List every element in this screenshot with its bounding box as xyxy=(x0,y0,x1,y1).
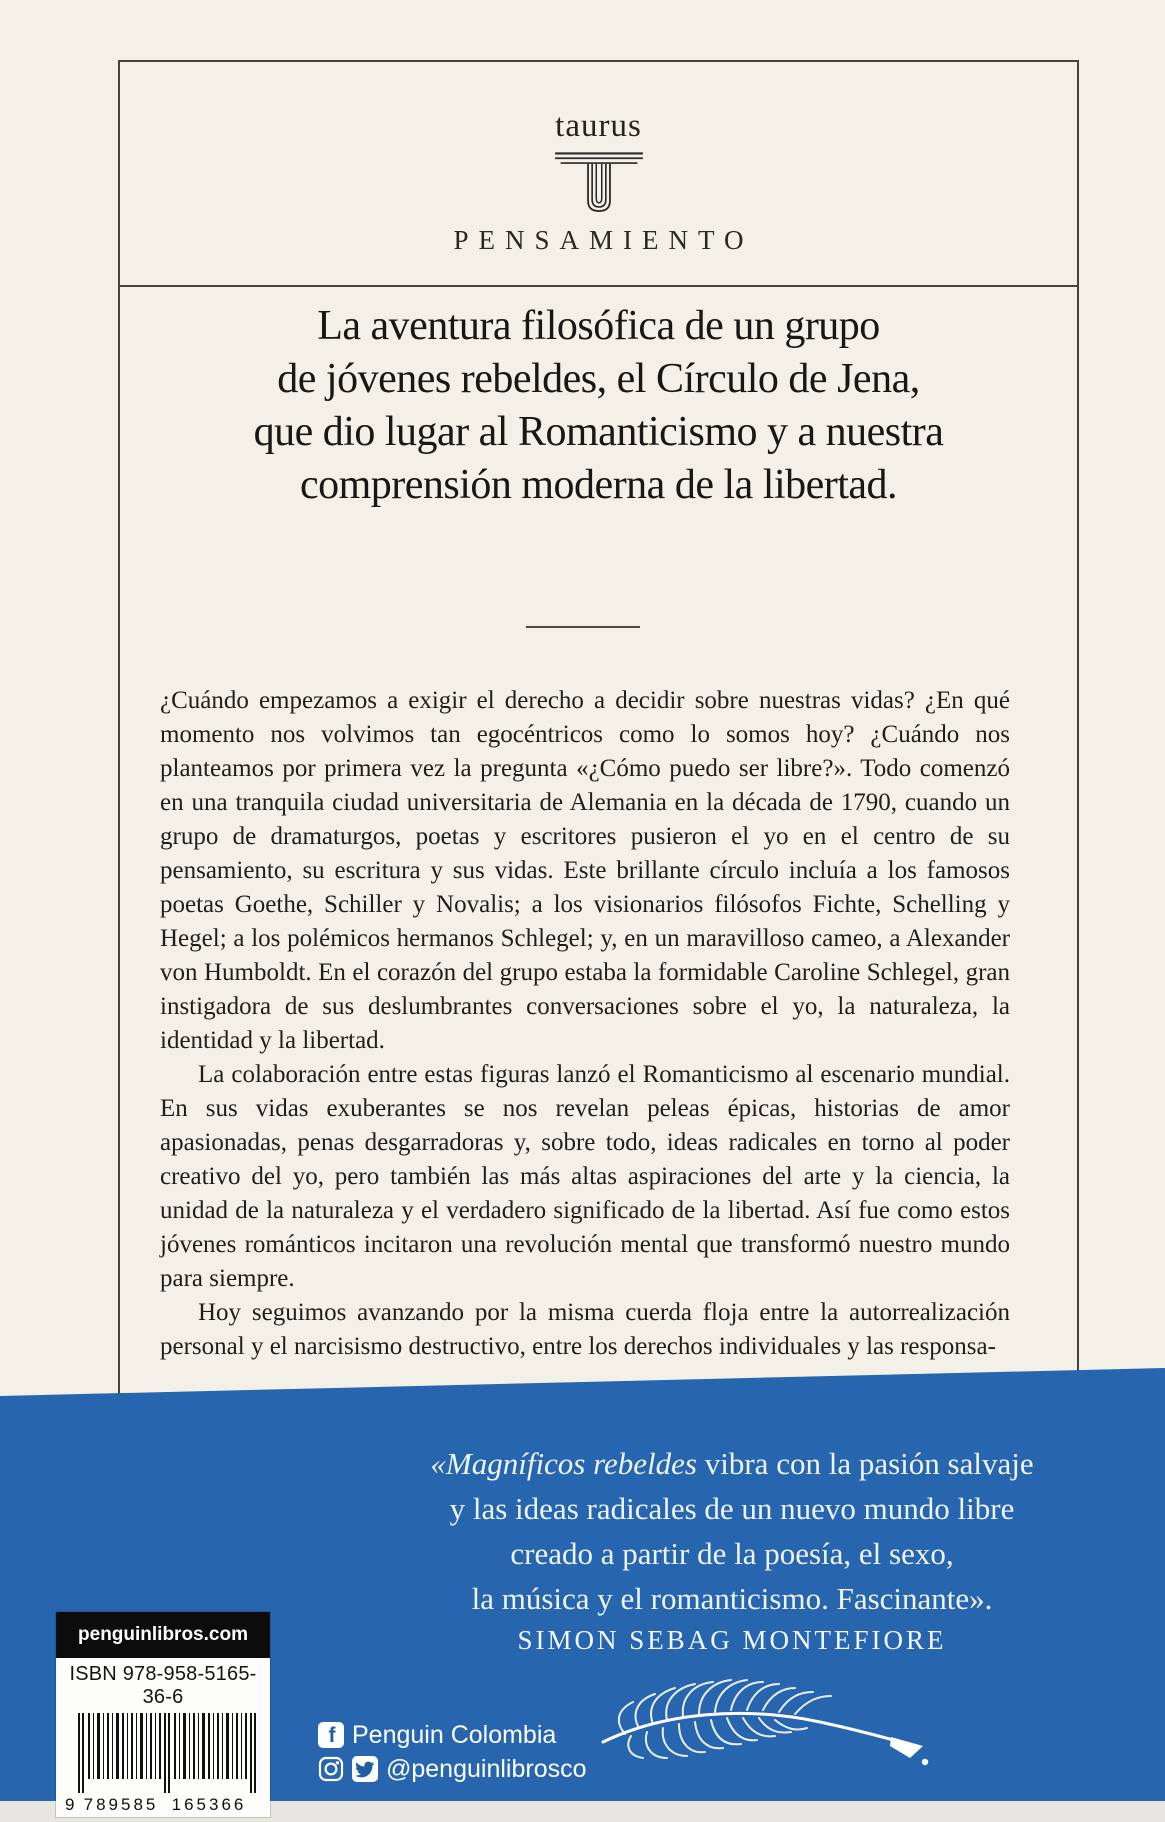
publisher-website: penguinlibros.com xyxy=(56,1612,270,1658)
barcode-digit-group: 165366 xyxy=(171,1795,247,1814)
isbn-barcode-block xyxy=(56,1612,270,1817)
synopsis-paragraph: ¿Cuándo empezamos a exigir el derecho a decidir sobre nuestras vidas? ¿En qué momento nos volvimos tan egocéntricos como lo somos hoy? ¿Cuándo nos planteamos por primera vez la pregunta «¿Cómo puedo ser libre?». Todo comenzó en una tranquila ciudad universitaria de Alemania en la década de 1790, cuando un grupo de dramaturgos, poetas y escritores pusieron el yo en el centro de su pensamiento, su escritura y sus vidas. Este brillante círculo incluía a los famosos poetas Goethe, Schiller y Novalis; a los visionarios filósofos Fichte, Schelling y Hegel; a los polémicos hermanos Schlegel; y, en un maravilloso cameo, a Alexander von Humboldt. En el corazón del grupo estaba la formidable Caroline Schlegel, gran instigadora de sus deslumbrantes conversaciones sobre el yo, la naturaleza, la identidad y la libertad. xyxy=(160,687,1010,1054)
synopsis-text xyxy=(160,684,1010,1384)
review-attribution: SIMON SEBAG MONTEFIORE xyxy=(517,1625,947,1655)
social-handle: @penguinlibrosco xyxy=(386,1755,587,1783)
synopsis-paragraph: Hoy seguimos avanzando por la misma cuerda floja entre la autorrealización personal y el narcisismo destructivo, entre los derechos individuales y las responsa- xyxy=(160,1299,1010,1360)
headline-line: comprensión moderna de la libertad. xyxy=(299,462,898,508)
social-links xyxy=(318,1720,587,1788)
headline-line: de jóvenes rebeldes, el Círculo de Jena, xyxy=(277,356,920,402)
instagram-icon xyxy=(318,1756,344,1782)
review-quote xyxy=(372,1441,1092,1621)
publisher-logotype: taurus xyxy=(555,108,642,144)
collection-name: PENSAMIENTO xyxy=(453,225,754,255)
quote-line: y las ideas radicales de un nuevo mundo libre xyxy=(449,1491,1015,1526)
headline-line: La aventura filosófica de un grupo xyxy=(317,303,880,349)
book-title-italic: «Magníficos rebeldes xyxy=(430,1446,697,1481)
section-divider-rule xyxy=(526,626,640,628)
barcode-digits xyxy=(65,1795,261,1815)
social-row-handle xyxy=(318,1754,587,1784)
facebook-f-icon: f xyxy=(318,1722,344,1748)
cover-headline xyxy=(130,300,1067,512)
social-row-facebook xyxy=(318,1720,587,1750)
barcode-digit-group: 9 xyxy=(65,1795,75,1814)
publisher-header xyxy=(118,60,1079,287)
quote-line: la música y el romanticismo. Fascinante». xyxy=(471,1581,993,1616)
taurus-t-emblem-icon xyxy=(551,147,647,223)
barcode-digit-group: 789585 xyxy=(83,1795,159,1814)
isbn-number: ISBN 978-958-5165-36-6 xyxy=(69,1663,257,1708)
facebook-label: Penguin Colombia xyxy=(352,1721,557,1749)
synopsis-paragraph: La colaboración entre estas figuras lanzó el Romanticismo al escenario mundial. En sus vidas exuberantes se nos revelan peleas épicas, historias de amor apasionadas, penas desgarradoras y, sobre todo, ideas radicales en torno al poder creativo del yo, pero también las más altas aspiraciones del arte y la ciencia, la unidad de la naturaleza y el verdadero significado de la libertad. Así fue como estos jóvenes románticos incitaron una revolución mental que transformó nuestro mundo para siempre. xyxy=(160,1061,1010,1292)
headline-line: que dio lugar al Romanticismo y a nuestra xyxy=(253,409,944,455)
twitter-bird-icon xyxy=(352,1756,378,1782)
barcode xyxy=(65,1713,261,1817)
quill-feather-illustration xyxy=(595,1666,935,1776)
quote-line: «Magníficos rebeldes vibra con la pasión salvaje xyxy=(430,1446,1034,1481)
quote-line: creado a partir de la poesía, el sexo, xyxy=(510,1536,954,1571)
